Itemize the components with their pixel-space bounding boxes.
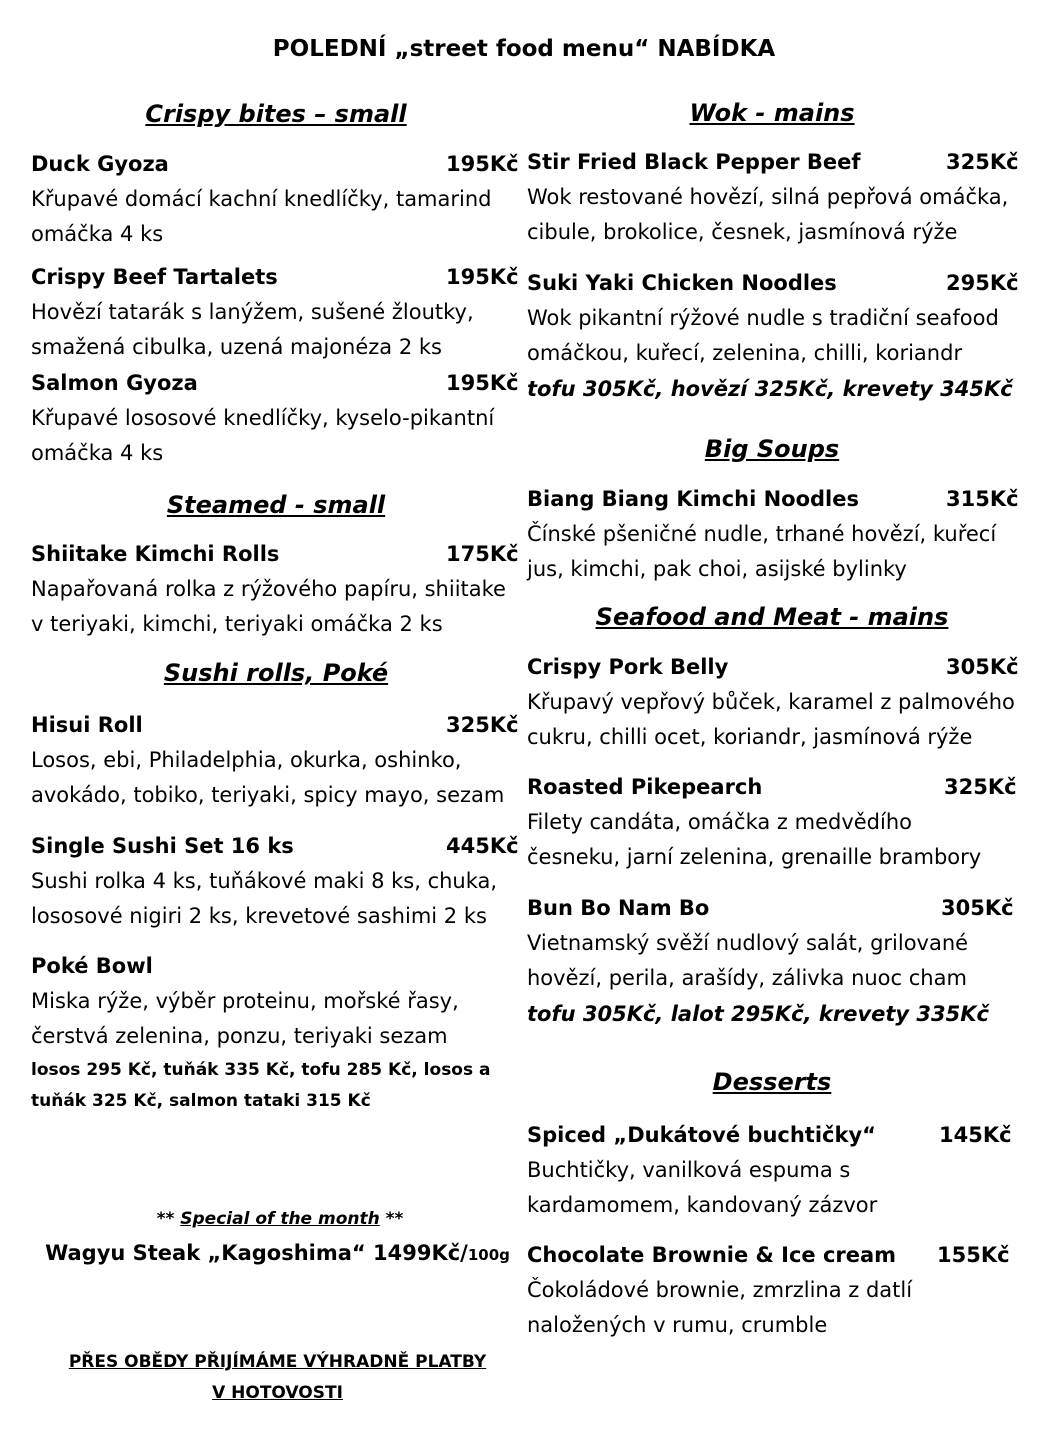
item-price: 325Kč <box>446 713 519 737</box>
item-description: Vietnamský svěží nudlový salát, grilované hovězí, perila, arašídy, zálivka nuoc cham <box>527 931 969 990</box>
item-variants: losos 295 Kč, tuňák 335 Kč, tofu 285 Kč, losos a tuňák 325 Kč, salmon tataki 315 Kč <box>31 1060 491 1111</box>
item-description: Filety candáta, omáčka z medvědího česneku, jarní zelenina, grenaille brambory <box>527 810 982 869</box>
special-of-month-label: ** Special of the month ** <box>156 1209 404 1229</box>
item-name: Poké Bowl <box>31 954 153 978</box>
item-name: Bun Bo Nam Bo <box>527 896 710 920</box>
item-variants: tofu 305Kč, hovězí 325Kč, krevety 345Kč <box>527 377 1013 401</box>
item-name: Salmon Gyoza <box>31 371 198 395</box>
section-heading-sushi-poke: Sushi rolls, Poké <box>163 659 389 687</box>
item-description: Křupavé lososové knedlíčky, kyselo-pikantní omáčka 4 ks <box>31 406 495 465</box>
item-description: Sushi rolka 4 ks, tuňákové maki 8 ks, chuka, lososové nigiri 2 ks, krevetové sashimi 2 ks <box>31 869 498 928</box>
item-name: Roasted Pikepearch <box>527 775 763 799</box>
item-name: Crispy Pork Belly <box>527 655 729 679</box>
item-name: Duck Gyoza <box>31 152 169 176</box>
item-price: 325Kč <box>944 775 1017 799</box>
special-of-month-item: Wagyu Steak „Kagoshima“ 1499Kč/100g <box>45 1241 510 1265</box>
section-heading-big-soups: Big Soups <box>704 435 840 463</box>
item-description: Wok restované hovězí, silná pepřová omáčka, cibule, brokolice, česnek, jasmínová rýže <box>527 185 1009 244</box>
item-description: Buchtičky, vanilková espuma s kardamomem, kandovaný zázvor <box>527 1158 878 1217</box>
item-name: Crispy Beef Tartalets <box>31 265 278 289</box>
item-name: Hisui Roll <box>31 713 143 737</box>
item-price: 145Kč <box>939 1123 1012 1147</box>
section-heading-wok-mains: Wok - mains <box>689 99 855 127</box>
item-name: Spiced „Dukátové buchtičky“ <box>527 1123 876 1147</box>
item-description: Čokoládové brownie, zmrzlina z datlí naložených v rumu, crumble <box>527 1278 913 1337</box>
item-name: Suki Yaki Chicken Noodles <box>527 271 837 295</box>
item-description: Křupavé domácí kachní knedlíčky, tamarind omáčka 4 ks <box>31 187 492 246</box>
page-title: POLEDNÍ „street food menu“ NABÍDKA <box>272 36 776 62</box>
item-name: Single Sushi Set 16 ks <box>31 834 294 858</box>
item-name: Shiitake Kimchi Rolls <box>31 542 280 566</box>
item-name: Stir Fried Black Pepper Beef <box>527 150 861 174</box>
item-description: Wok pikantní rýžové nudle s tradiční seafood omáčkou, kuřecí, zelenina, chilli, koriandr <box>527 306 999 365</box>
item-price: 195Kč <box>446 265 519 289</box>
item-price: 175Kč <box>446 542 519 566</box>
section-heading-desserts: Desserts <box>712 1068 832 1096</box>
item-price: 295Kč <box>946 271 1019 295</box>
item-name: Chocolate Brownie & Ice cream <box>527 1243 897 1267</box>
item-description: Miska rýže, výběr proteinu, mořské řasy, čerstvá zelenina, ponzu, teriyaki sezam <box>31 989 459 1048</box>
section-heading-seafood-meat: Seafood and Meat - mains <box>595 603 949 631</box>
section-heading-steamed: Steamed - small <box>166 491 386 519</box>
item-variants: tofu 305Kč, lalot 295Kč, krevety 335Kč <box>527 1002 989 1026</box>
cash-only-notice: PŘES OBĚDY PŘIJÍMÁME VÝHRADNĚ PLATBY V HOTOVOSTI <box>68 1352 487 1403</box>
item-description: Napařovaná rolka z rýžového papíru, shiitake v teriyaki, kimchi, teriyaki omáčka 2 ks <box>31 577 506 636</box>
item-description: Čínské pšeničné nudle, trhané hovězí, kuřecí jus, kimchi, pak choi, asijské bylinky <box>527 522 997 581</box>
item-price: 155Kč <box>937 1243 1010 1267</box>
item-price: 315Kč <box>946 487 1019 511</box>
item-description: Hovězí tatarák s lanýžem, sušené žloutky, smažená cibulka, uzená majonéza 2 ks <box>31 300 474 359</box>
item-price: 325Kč <box>946 150 1019 174</box>
item-price: 445Kč <box>446 834 519 858</box>
item-description: Křupavý vepřový bůček, karamel z palmového cukru, chilli ocet, koriandr, jasmínová rýže <box>527 690 1015 749</box>
item-price: 195Kč <box>446 152 519 176</box>
item-price: 305Kč <box>941 896 1014 920</box>
section-heading-crispy-bites: Crispy bites – small <box>145 100 407 128</box>
item-price: 305Kč <box>946 655 1019 679</box>
item-name: Biang Biang Kimchi Noodles <box>527 487 860 511</box>
item-price: 195Kč <box>446 371 519 395</box>
item-description: Losos, ebi, Philadelphia, okurka, oshinko, avokádo, tobiko, teriyaki, spicy mayo, sezam <box>31 748 505 807</box>
